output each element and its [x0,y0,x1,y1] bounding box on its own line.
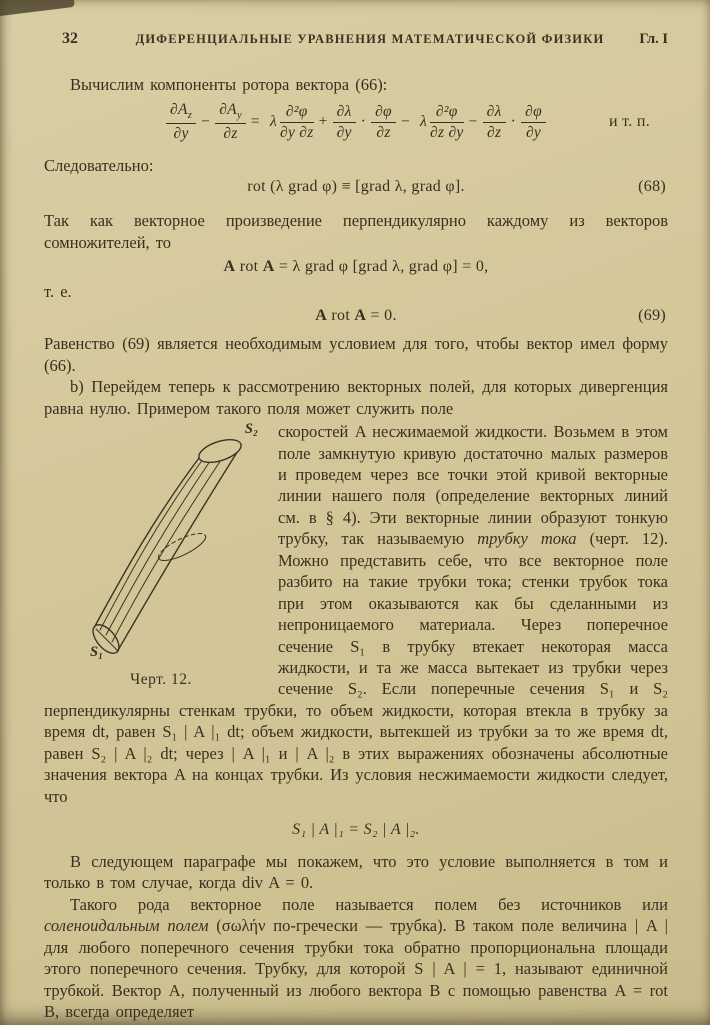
equation-68-body: rot (λ grad φ) ≡ [grad λ, grad φ]. [247,178,465,196]
term-flow-tube: трубку тока [477,529,577,549]
page-content [44,30,668,1023]
figure-canvas [60,423,262,669]
streamline [106,451,217,635]
equation-69 [44,307,668,325]
fraction: $\frac{\partial A_z}{\partial y}$ [166,101,196,142]
tube-right-wall [117,446,241,652]
etc-label: и т. п. [608,113,650,131]
fraction: $\frac{\partial\varphi}{\partial y}$ [521,103,546,141]
paragraph-ie: т. е. [44,281,72,301]
paragraph-intro: Вычислим компоненты ротора вектора (66): [70,75,388,94]
fraction: $\frac{\text{∂²φ}}{\partial y \partial z}$ [279,103,314,141]
paragraph-next-section: В следующем параграфе мы покажем, что это условие выполняется в том и только в том случае, когда div A = 0. [44,852,668,893]
fraction: $\frac{\partial\varphi}{\partial z}$ [371,103,396,141]
paragraph-flow-tube: скоростей A несжимаемой жидкости. Возьмем в этом поле замкнутую кривую достаточно малых размеров и проведем через все точки этой кривой векторные линии нашего поля (определение векторных линий см. в § 4). Эти векторные линии образуют тонкую трубку, так называемую трубку тока (черт. 12). Можно представить себе, что все векторное поле разбито на такие трубки тока; стенки трубок тока при этом оказываются как бы сделанными из непроницаемого материала. Через поперечное сечение S₁ в трубку втекает некоторая масса жидкости, и та же масса вытекает из трубки через сечение S₂. Если поперечные сечения S₁ и S₂ перпендикулярны стенкам трубки, то объем жидкости, которая втекла в трубку за время dt, равен S₁ | A |₁ dt; объем жидкости, вытекшей из трубки за то же время dt, равен S₂ | A |₂ dt; через | A |₁ и | A |₂ в этих выражениях обозначены абсолютные значения вектора A на концах трубки. Из условия несжимаемости жидкости следует, что [44,422,668,806]
page-number: 32 [62,30,78,47]
figure-wrap-section [44,421,668,807]
paragraph-solenoidal: Такого рода векторное поле называется полем без источников или соленоидальным полем (σωλήν по-гречески — трубка). В таком поле величина | A | для любого поперечного сечения трубки тока обратно пропорциональна площади этого поперечного сечения. Трубку, для которой S | A | = 1, называют единичной трубкой. Вектор A, полученный из любого вектора B с помощью равенства A = rot B, всегда определяет [44,894,668,1022]
fraction: $\frac{\partial\lambda}{\partial y}$ [333,103,356,141]
paragraph-b-intro: b) Перейдем теперь к рассмотрению векторных полей, для которых дивергенция равна нулю. Примером такого поля может служить поле [44,377,668,418]
chapter-label: Гл. I [639,31,668,47]
paragraph-equality: Равенство (69) является необходимым условием для того, чтобы вектор имел форму (66). [44,334,668,375]
streamline [100,455,206,630]
fraction: $\frac{\text{∂²φ}}{\partial z \partial y}$ [430,103,464,141]
paragraph-consequently: Следовательно: [44,155,154,175]
equation-s1a1-s2a2 [44,821,668,839]
equation-arota-body: A rot A = λ grad φ [grad λ, grad φ] = 0, [223,257,489,275]
fraction: $\frac{\partial A_y}{\partial z}$ [215,101,246,142]
fraction: $\frac{\partial\lambda}{\partial z}$ [483,103,506,141]
equation-number-68: (68) [638,178,666,196]
label-s1: S₁ [90,644,104,661]
equation-rotor-components [44,101,668,142]
flow-tube-drawing [60,423,262,669]
term-solenoidal-field: соленоидальным полем [44,916,209,936]
label-s2: S₂ [244,421,258,438]
figure-flow-tube [60,423,262,689]
rotor-formula: $\frac{\partial A_z}{\partial y}$ − $\frac{\partial A_y}{\partial z}$ = λ $\frac{\text{∂²φ}}{\partial y \partial z}$ + $\frac{\partial\lambda}{\partial y}$ · $\frac{\partial\varphi}{\partial z}$ − λ $\frac{\text{∂²φ}}{\partial z \partial y}$ − $\frac{\partial\lambda}{\partial z}$ · $\frac{\partial\varphi}{\partial y}$ [166,101,546,142]
streamline [112,448,229,642]
page-header [44,30,668,48]
page-corner-shadow [0,0,75,17]
equation-69-body: A rot A = 0. [315,307,397,325]
running-title: ДИФЕРЕНЦИАЛЬНЫЕ УРАВНЕНИЯ МАТЕМАТИЧЕСКОЙ ФИЗИКИ [135,32,605,46]
equation-68 [44,178,668,196]
equation-arota [44,258,668,276]
equation-number-69: (69) [638,307,666,325]
equation-s-body: S₁ | A |₁ = S₂ | A |₂. [292,821,420,839]
paragraph-cross-product: Так как векторное произведение перпендикулярно каждому из векторов сомножителей, то [44,211,668,252]
figure-caption: Черт. 12. [130,671,192,689]
